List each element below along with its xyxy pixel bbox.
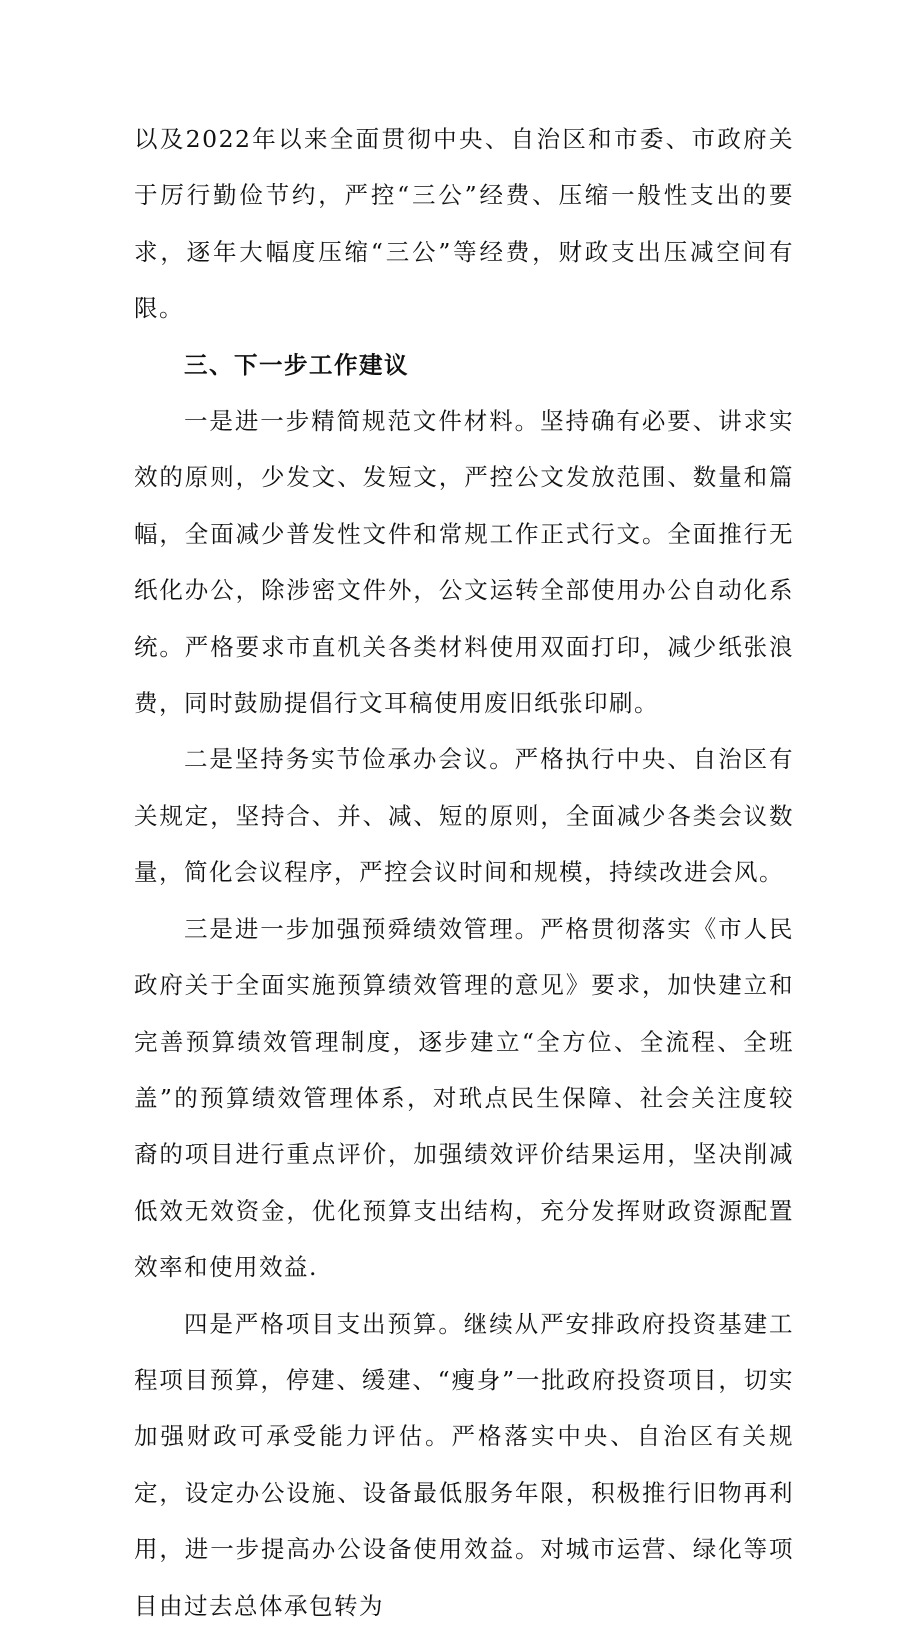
document-page: [134, 111, 794, 1634]
paragraph-suggestion-2: 二是坚持务实节俭承办会议。严格执行中央、自治区有关规定，坚持合、并、减、短的原则，全面减少各类会议数量，简化会议程序，严控会议时间和规模，持续改进会风。: [134, 745, 794, 887]
paragraph-suggestion-1: 一是进一步精简规范文件材料。坚持确有必要、讲求实效的原则，少发文、发短文，严控公文发放范围、数量和篇幅，全面减少普发性文件和常规工作正式行文。全面推行无纸化办公，除涉密文件外，公文运转全部使用办公自动化系统。严格要求市直机关各类材料使用双面打印，减少纸张浪费，同时鼓励提倡行文耳稿使用废旧纸张印刷。: [134, 407, 794, 718]
paragraph-suggestion-3: 三是进一步加强预舜绩效管理。严格贯彻落实《市人民政府关于全面实施预算绩效管理的意见》要求，加快建立和完善预算绩效管理制度，逐步建立“全方位、全流程、全班盖”的预算绩效管理体系，对玳点民生保障、社会关注度较裔的项目进行重点评价，加强绩效评价结果运用，坚决削减低效无效资金，优化预算支出结构，充分发挥财政资源配置效率和使用效益.: [134, 914, 794, 1282]
paragraph-suggestion-4: 四是严格项目支出预算。继续从严安排政府投资基建工程项目预算，停建、缓建、“瘦身”一批政府投资项目，切实加强财政可承受能力评估。严格落实中央、自治区有关规定，设定办公设施、设备最低服务年限，积极推行旧物再利用，进一步提高办公设备使用效益。对城市运营、绿化等项目由过去总体承包转为: [134, 1309, 794, 1620]
paragraph-intro-continuation: 以及2022年以来全面贯彻中央、自治区和市委、市政府关于厉行勤俭节约，严控“三公”经费、压缩一般性支出的要求，逐年大幅度压缩“三公”等经费，财政支出压减空间有限。: [134, 125, 794, 323]
section-heading: 三、下一步工作建议: [184, 350, 409, 379]
